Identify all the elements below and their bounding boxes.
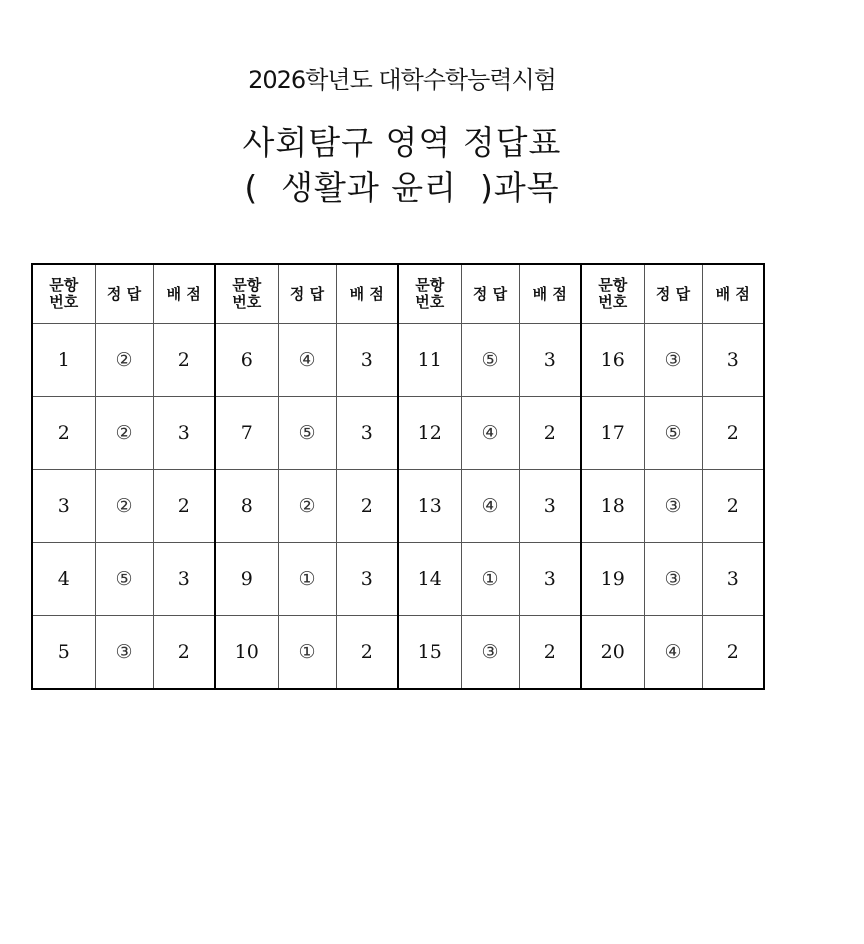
question-number-cell: 3	[32, 470, 95, 543]
answer-cell: ③	[644, 470, 702, 543]
points-cell: 2	[336, 616, 398, 690]
question-number-cell: 12	[398, 397, 461, 470]
points-cell: 3	[336, 324, 398, 397]
subject-title: ( 생활과 윤리 )과목	[244, 168, 560, 207]
points-cell: 3	[336, 543, 398, 616]
answer-cell: ③	[644, 543, 702, 616]
points-cell: 3	[519, 470, 581, 543]
points-cell: 3	[702, 324, 764, 397]
question-number-cell: 5	[32, 616, 95, 690]
question-number-cell: 17	[581, 397, 644, 470]
answer-cell: ③	[95, 616, 153, 690]
points-cell: 2	[702, 470, 764, 543]
question-number-cell: 8	[215, 470, 278, 543]
table-row	[32, 543, 764, 616]
points-cell: 3	[519, 543, 581, 616]
table-row	[32, 324, 764, 397]
header-answer: 정 답	[644, 264, 702, 324]
question-number-cell: 4	[32, 543, 95, 616]
question-number-cell: 16	[581, 324, 644, 397]
header-points: 배 점	[336, 264, 398, 324]
points-cell: 3	[153, 397, 215, 470]
header-question-number: 문항 번호	[215, 264, 278, 324]
question-number-cell: 14	[398, 543, 461, 616]
points-cell: 2	[336, 470, 398, 543]
answer-cell: ⑤	[95, 543, 153, 616]
header-question-number: 문항 번호	[32, 264, 95, 324]
question-number-cell: 1	[32, 324, 95, 397]
question-number-cell: 11	[398, 324, 461, 397]
points-cell: 2	[702, 616, 764, 690]
answer-cell: ②	[278, 470, 336, 543]
answer-cell: ③	[644, 324, 702, 397]
header-answer: 정 답	[95, 264, 153, 324]
question-number-cell: 10	[215, 616, 278, 690]
points-cell: 2	[519, 397, 581, 470]
header-points: 배 점	[153, 264, 215, 324]
question-number-cell: 13	[398, 470, 461, 543]
table-row	[32, 397, 764, 470]
answer-cell: ③	[461, 616, 519, 690]
points-cell: 3	[336, 397, 398, 470]
answer-cell: ②	[95, 470, 153, 543]
answer-key-table	[31, 263, 765, 690]
header-points: 배 점	[702, 264, 764, 324]
header-question-number: 문항 번호	[398, 264, 461, 324]
points-cell: 2	[702, 397, 764, 470]
question-number-cell: 6	[215, 324, 278, 397]
points-cell: 2	[519, 616, 581, 690]
answer-cell: ⑤	[644, 397, 702, 470]
header-question-number: 문항 번호	[581, 264, 644, 324]
points-cell: 2	[153, 470, 215, 543]
points-cell: 2	[153, 324, 215, 397]
answer-cell: ①	[461, 543, 519, 616]
points-cell: 3	[153, 543, 215, 616]
question-number-cell: 15	[398, 616, 461, 690]
answer-cell: ①	[278, 543, 336, 616]
question-number-cell: 20	[581, 616, 644, 690]
table-row	[32, 470, 764, 543]
answer-cell: ②	[95, 324, 153, 397]
points-cell: 3	[702, 543, 764, 616]
table-row	[32, 616, 764, 690]
answer-cell: ⑤	[278, 397, 336, 470]
question-number-cell: 19	[581, 543, 644, 616]
answer-cell: ④	[644, 616, 702, 690]
points-cell: 2	[153, 616, 215, 690]
answer-cell: ④	[461, 470, 519, 543]
question-number-cell: 2	[32, 397, 95, 470]
answer-cell: ①	[278, 616, 336, 690]
answer-cell: ④	[461, 397, 519, 470]
header-points: 배 점	[519, 264, 581, 324]
answer-cell: ⑤	[461, 324, 519, 397]
exam-subtitle: 2026학년도 대학수학능력시험	[248, 66, 556, 94]
answer-cell: ④	[278, 324, 336, 397]
header-row	[32, 264, 764, 324]
answer-cell: ②	[95, 397, 153, 470]
question-number-cell: 18	[581, 470, 644, 543]
question-number-cell: 7	[215, 397, 278, 470]
header-answer: 정 답	[278, 264, 336, 324]
page-title: 사회탐구 영역 정답표	[242, 123, 562, 162]
header-answer: 정 답	[461, 264, 519, 324]
question-number-cell: 9	[215, 543, 278, 616]
points-cell: 3	[519, 324, 581, 397]
